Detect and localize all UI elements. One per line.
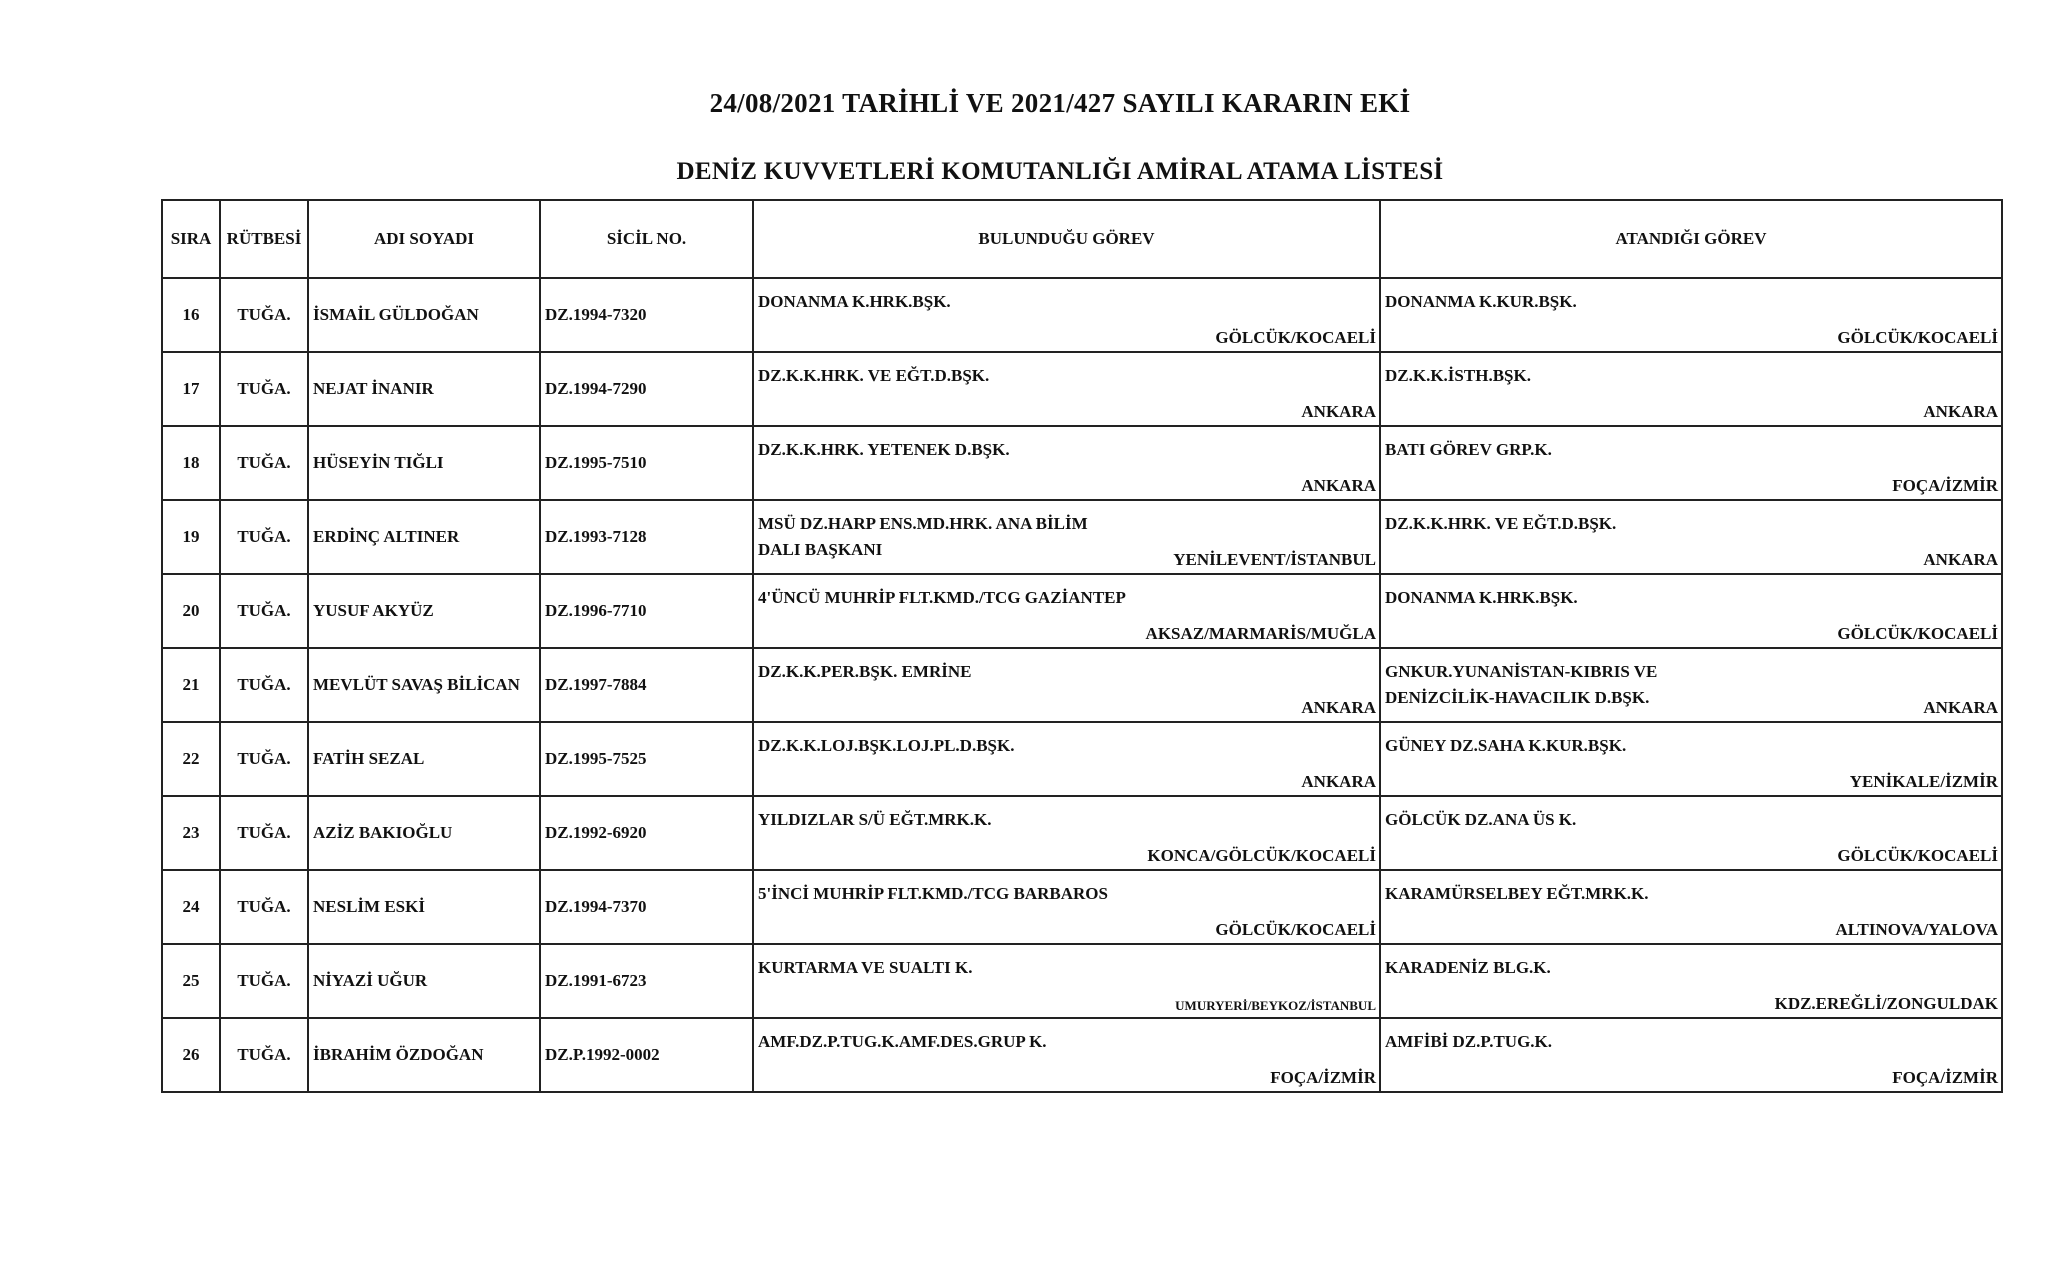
document-title: 24/08/2021 TARİHLİ VE 2021/427 SAYILI KARARIN EKİ bbox=[709, 88, 1411, 118]
cell-adi-soyadi: HÜSEYİN TIĞLI bbox=[308, 426, 540, 500]
header-sicil-no: SİCİL NO. bbox=[540, 200, 753, 278]
header-rutbe: RÜTBESİ bbox=[220, 200, 308, 278]
from-duty: AMF.DZ.P.TUG.K.AMF.DES.GRUP K. bbox=[758, 1032, 1047, 1051]
to-duty: DZ.K.K.İSTH.BŞK. bbox=[1385, 366, 1531, 385]
cell-sira: 22 bbox=[162, 722, 220, 796]
cell-atandigi-gorev bbox=[1380, 426, 2002, 500]
to-location: ANKARA bbox=[1923, 550, 1998, 569]
to-duty: DONANMA K.HRK.BŞK. bbox=[1385, 588, 1578, 607]
to-location: ANKARA bbox=[1923, 402, 1998, 421]
cell-rutbe: TUĞA. bbox=[220, 944, 308, 1018]
cell-sicil-no: DZ.1995-7525 bbox=[540, 722, 753, 796]
to-location: GÖLCÜK/KOCAELİ bbox=[1837, 624, 1998, 643]
from-duty: 4'ÜNCÜ MUHRİP FLT.KMD./TCG GAZİANTEP bbox=[758, 588, 1126, 607]
table-row bbox=[162, 722, 2002, 796]
cell-atandigi-gorev bbox=[1380, 870, 2002, 944]
cell-rutbe: TUĞA. bbox=[220, 870, 308, 944]
table-row bbox=[162, 796, 2002, 870]
cell-sira: 17 bbox=[162, 352, 220, 426]
table-row bbox=[162, 352, 2002, 426]
cell-sira: 16 bbox=[162, 278, 220, 352]
cell-adi-soyadi: NEJAT İNANIR bbox=[308, 352, 540, 426]
cell-bulundugu-gorev bbox=[753, 426, 1380, 500]
cell-sicil-no: DZ.1991-6723 bbox=[540, 944, 753, 1018]
to-location: FOÇA/İZMİR bbox=[1892, 476, 1998, 495]
cell-sira: 20 bbox=[162, 574, 220, 648]
cell-sicil-no: DZ.1994-7290 bbox=[540, 352, 753, 426]
table-row bbox=[162, 574, 2002, 648]
to-duty: BATI GÖREV GRP.K. bbox=[1385, 440, 1552, 459]
cell-atandigi-gorev bbox=[1380, 722, 2002, 796]
to-duty: AMFİBİ DZ.P.TUG.K. bbox=[1385, 1032, 1553, 1051]
header-adi-soyadi: ADI SOYADI bbox=[308, 200, 540, 278]
cell-adi-soyadi: YUSUF AKYÜZ bbox=[308, 574, 540, 648]
to-duty: DONANMA K.KUR.BŞK. bbox=[1385, 292, 1577, 311]
from-duty: MSÜ DZ.HARP ENS.MD.HRK. ANA BİLİM DALI BAŞKANI bbox=[758, 514, 1088, 559]
cell-sira: 18 bbox=[162, 426, 220, 500]
cell-sira: 19 bbox=[162, 500, 220, 574]
table-row bbox=[162, 1018, 2002, 1092]
table-row bbox=[162, 426, 2002, 500]
cell-sicil-no: DZ.1994-7370 bbox=[540, 870, 753, 944]
table-row bbox=[162, 870, 2002, 944]
cell-sira: 24 bbox=[162, 870, 220, 944]
cell-atandigi-gorev bbox=[1380, 500, 2002, 574]
cell-bulundugu-gorev bbox=[753, 500, 1380, 574]
to-duty: KARADENİZ BLG.K. bbox=[1385, 958, 1551, 977]
from-duty: DZ.K.K.LOJ.BŞK.LOJ.PL.D.BŞK. bbox=[758, 736, 1015, 755]
cell-atandigi-gorev bbox=[1380, 352, 2002, 426]
table-row bbox=[162, 944, 2002, 1018]
from-location: ANKARA bbox=[1301, 772, 1376, 791]
table-header-row bbox=[162, 200, 2002, 278]
cell-atandigi-gorev bbox=[1380, 944, 2002, 1018]
cell-sira: 21 bbox=[162, 648, 220, 722]
to-location: GÖLCÜK/KOCAELİ bbox=[1837, 328, 1998, 347]
cell-bulundugu-gorev bbox=[753, 796, 1380, 870]
table-row bbox=[162, 648, 2002, 722]
from-location: GÖLCÜK/KOCAELİ bbox=[1215, 328, 1376, 347]
to-duty: GÜNEY DZ.SAHA K.KUR.BŞK. bbox=[1385, 736, 1627, 755]
from-location: ANKARA bbox=[1301, 698, 1376, 717]
cell-rutbe: TUĞA. bbox=[220, 574, 308, 648]
document-subtitle: DENİZ KUVVETLERİ KOMUTANLIĞI AMİRAL ATAMA LİSTESİ bbox=[676, 158, 1444, 185]
cell-atandigi-gorev bbox=[1380, 278, 2002, 352]
cell-rutbe: TUĞA. bbox=[220, 648, 308, 722]
cell-rutbe: TUĞA. bbox=[220, 426, 308, 500]
cell-rutbe: TUĞA. bbox=[220, 796, 308, 870]
cell-adi-soyadi: AZİZ BAKIOĞLU bbox=[308, 796, 540, 870]
to-duty: KARAMÜRSELBEY EĞT.MRK.K. bbox=[1385, 884, 1649, 903]
cell-atandigi-gorev bbox=[1380, 796, 2002, 870]
cell-adi-soyadi: MEVLÜT SAVAŞ BİLİCAN bbox=[308, 648, 540, 722]
cell-sicil-no: DZ.1996-7710 bbox=[540, 574, 753, 648]
from-location: GÖLCÜK/KOCAELİ bbox=[1215, 920, 1376, 939]
from-duty: DONANMA K.HRK.BŞK. bbox=[758, 292, 951, 311]
from-location: AKSAZ/MARMARİS/MUĞLA bbox=[1145, 624, 1376, 643]
cell-sicil-no: DZ.1994-7320 bbox=[540, 278, 753, 352]
cell-adi-soyadi: NİYAZİ UĞUR bbox=[308, 944, 540, 1018]
cell-rutbe: TUĞA. bbox=[220, 352, 308, 426]
cell-bulundugu-gorev bbox=[753, 722, 1380, 796]
table-row bbox=[162, 500, 2002, 574]
to-duty: GÖLCÜK DZ.ANA ÜS K. bbox=[1385, 810, 1577, 829]
from-location: UMURYERİ/BEYKOZ/İSTANBUL bbox=[1175, 998, 1376, 1013]
cell-sira: 25 bbox=[162, 944, 220, 1018]
to-location: ALTINOVA/YALOVA bbox=[1835, 920, 1998, 939]
cell-rutbe: TUĞA. bbox=[220, 278, 308, 352]
cell-sicil-no: DZ.1993-7128 bbox=[540, 500, 753, 574]
cell-adi-soyadi: İBRAHİM ÖZDOĞAN bbox=[308, 1018, 540, 1092]
to-duty: GNKUR.YUNANİSTAN-KIBRIS VE DENİZCİLİK-HAVACILIK D.BŞK. bbox=[1385, 662, 1658, 707]
cell-bulundugu-gorev bbox=[753, 870, 1380, 944]
cell-sicil-no: DZ.1997-7884 bbox=[540, 648, 753, 722]
from-location: YENİLEVENT/İSTANBUL bbox=[1173, 550, 1376, 569]
from-duty: YILDIZLAR S/Ü EĞT.MRK.K. bbox=[758, 810, 992, 829]
from-duty: DZ.K.K.HRK. VE EĞT.D.BŞK. bbox=[758, 366, 990, 385]
from-location: FOÇA/İZMİR bbox=[1270, 1068, 1376, 1087]
from-duty: KURTARMA VE SUALTI K. bbox=[758, 958, 973, 977]
to-location: YENİKALE/İZMİR bbox=[1849, 772, 1998, 791]
cell-bulundugu-gorev bbox=[753, 574, 1380, 648]
cell-rutbe: TUĞA. bbox=[220, 722, 308, 796]
cell-sira: 26 bbox=[162, 1018, 220, 1092]
from-location: ANKARA bbox=[1301, 402, 1376, 421]
from-duty: DZ.K.K.HRK. YETENEK D.BŞK. bbox=[758, 440, 1010, 459]
cell-sicil-no: DZ.P.1992-0002 bbox=[540, 1018, 753, 1092]
to-duty: DZ.K.K.HRK. VE EĞT.D.BŞK. bbox=[1385, 514, 1617, 533]
to-location: KDZ.EREĞLİ/ZONGULDAK bbox=[1774, 994, 1998, 1013]
cell-bulundugu-gorev bbox=[753, 648, 1380, 722]
assignment-table bbox=[161, 199, 2003, 1093]
cell-atandigi-gorev bbox=[1380, 648, 2002, 722]
cell-rutbe: TUĞA. bbox=[220, 1018, 308, 1092]
cell-bulundugu-gorev bbox=[753, 352, 1380, 426]
table-body bbox=[162, 278, 2002, 1092]
from-location: KONCA/GÖLCÜK/KOCAELİ bbox=[1147, 846, 1376, 865]
table-row bbox=[162, 278, 2002, 352]
cell-sicil-no: DZ.1995-7510 bbox=[540, 426, 753, 500]
to-location: GÖLCÜK/KOCAELİ bbox=[1837, 846, 1998, 865]
cell-rutbe: TUĞA. bbox=[220, 500, 308, 574]
cell-adi-soyadi: NESLİM ESKİ bbox=[308, 870, 540, 944]
from-duty: 5'İNCİ MUHRİP FLT.KMD./TCG BARBAROS bbox=[758, 884, 1108, 903]
header-sira: SIRA bbox=[162, 200, 220, 278]
cell-atandigi-gorev bbox=[1380, 1018, 2002, 1092]
cell-bulundugu-gorev bbox=[753, 278, 1380, 352]
cell-bulundugu-gorev bbox=[753, 944, 1380, 1018]
cell-sira: 23 bbox=[162, 796, 220, 870]
cell-adi-soyadi: İSMAİL GÜLDOĞAN bbox=[308, 278, 540, 352]
to-location: FOÇA/İZMİR bbox=[1892, 1068, 1998, 1087]
header-bulundugu-gorev: BULUNDUĞU GÖREV bbox=[753, 200, 1380, 278]
cell-sicil-no: DZ.1992-6920 bbox=[540, 796, 753, 870]
from-duty: DZ.K.K.PER.BŞK. EMRİNE bbox=[758, 662, 972, 681]
from-location: ANKARA bbox=[1301, 476, 1376, 495]
header-atandigi-gorev: ATANDIĞI GÖREV bbox=[1380, 200, 2002, 278]
cell-adi-soyadi: ERDİNÇ ALTINER bbox=[308, 500, 540, 574]
cell-adi-soyadi: FATİH SEZAL bbox=[308, 722, 540, 796]
to-location: ANKARA bbox=[1923, 698, 1998, 717]
cell-bulundugu-gorev bbox=[753, 1018, 1380, 1092]
cell-atandigi-gorev bbox=[1380, 574, 2002, 648]
